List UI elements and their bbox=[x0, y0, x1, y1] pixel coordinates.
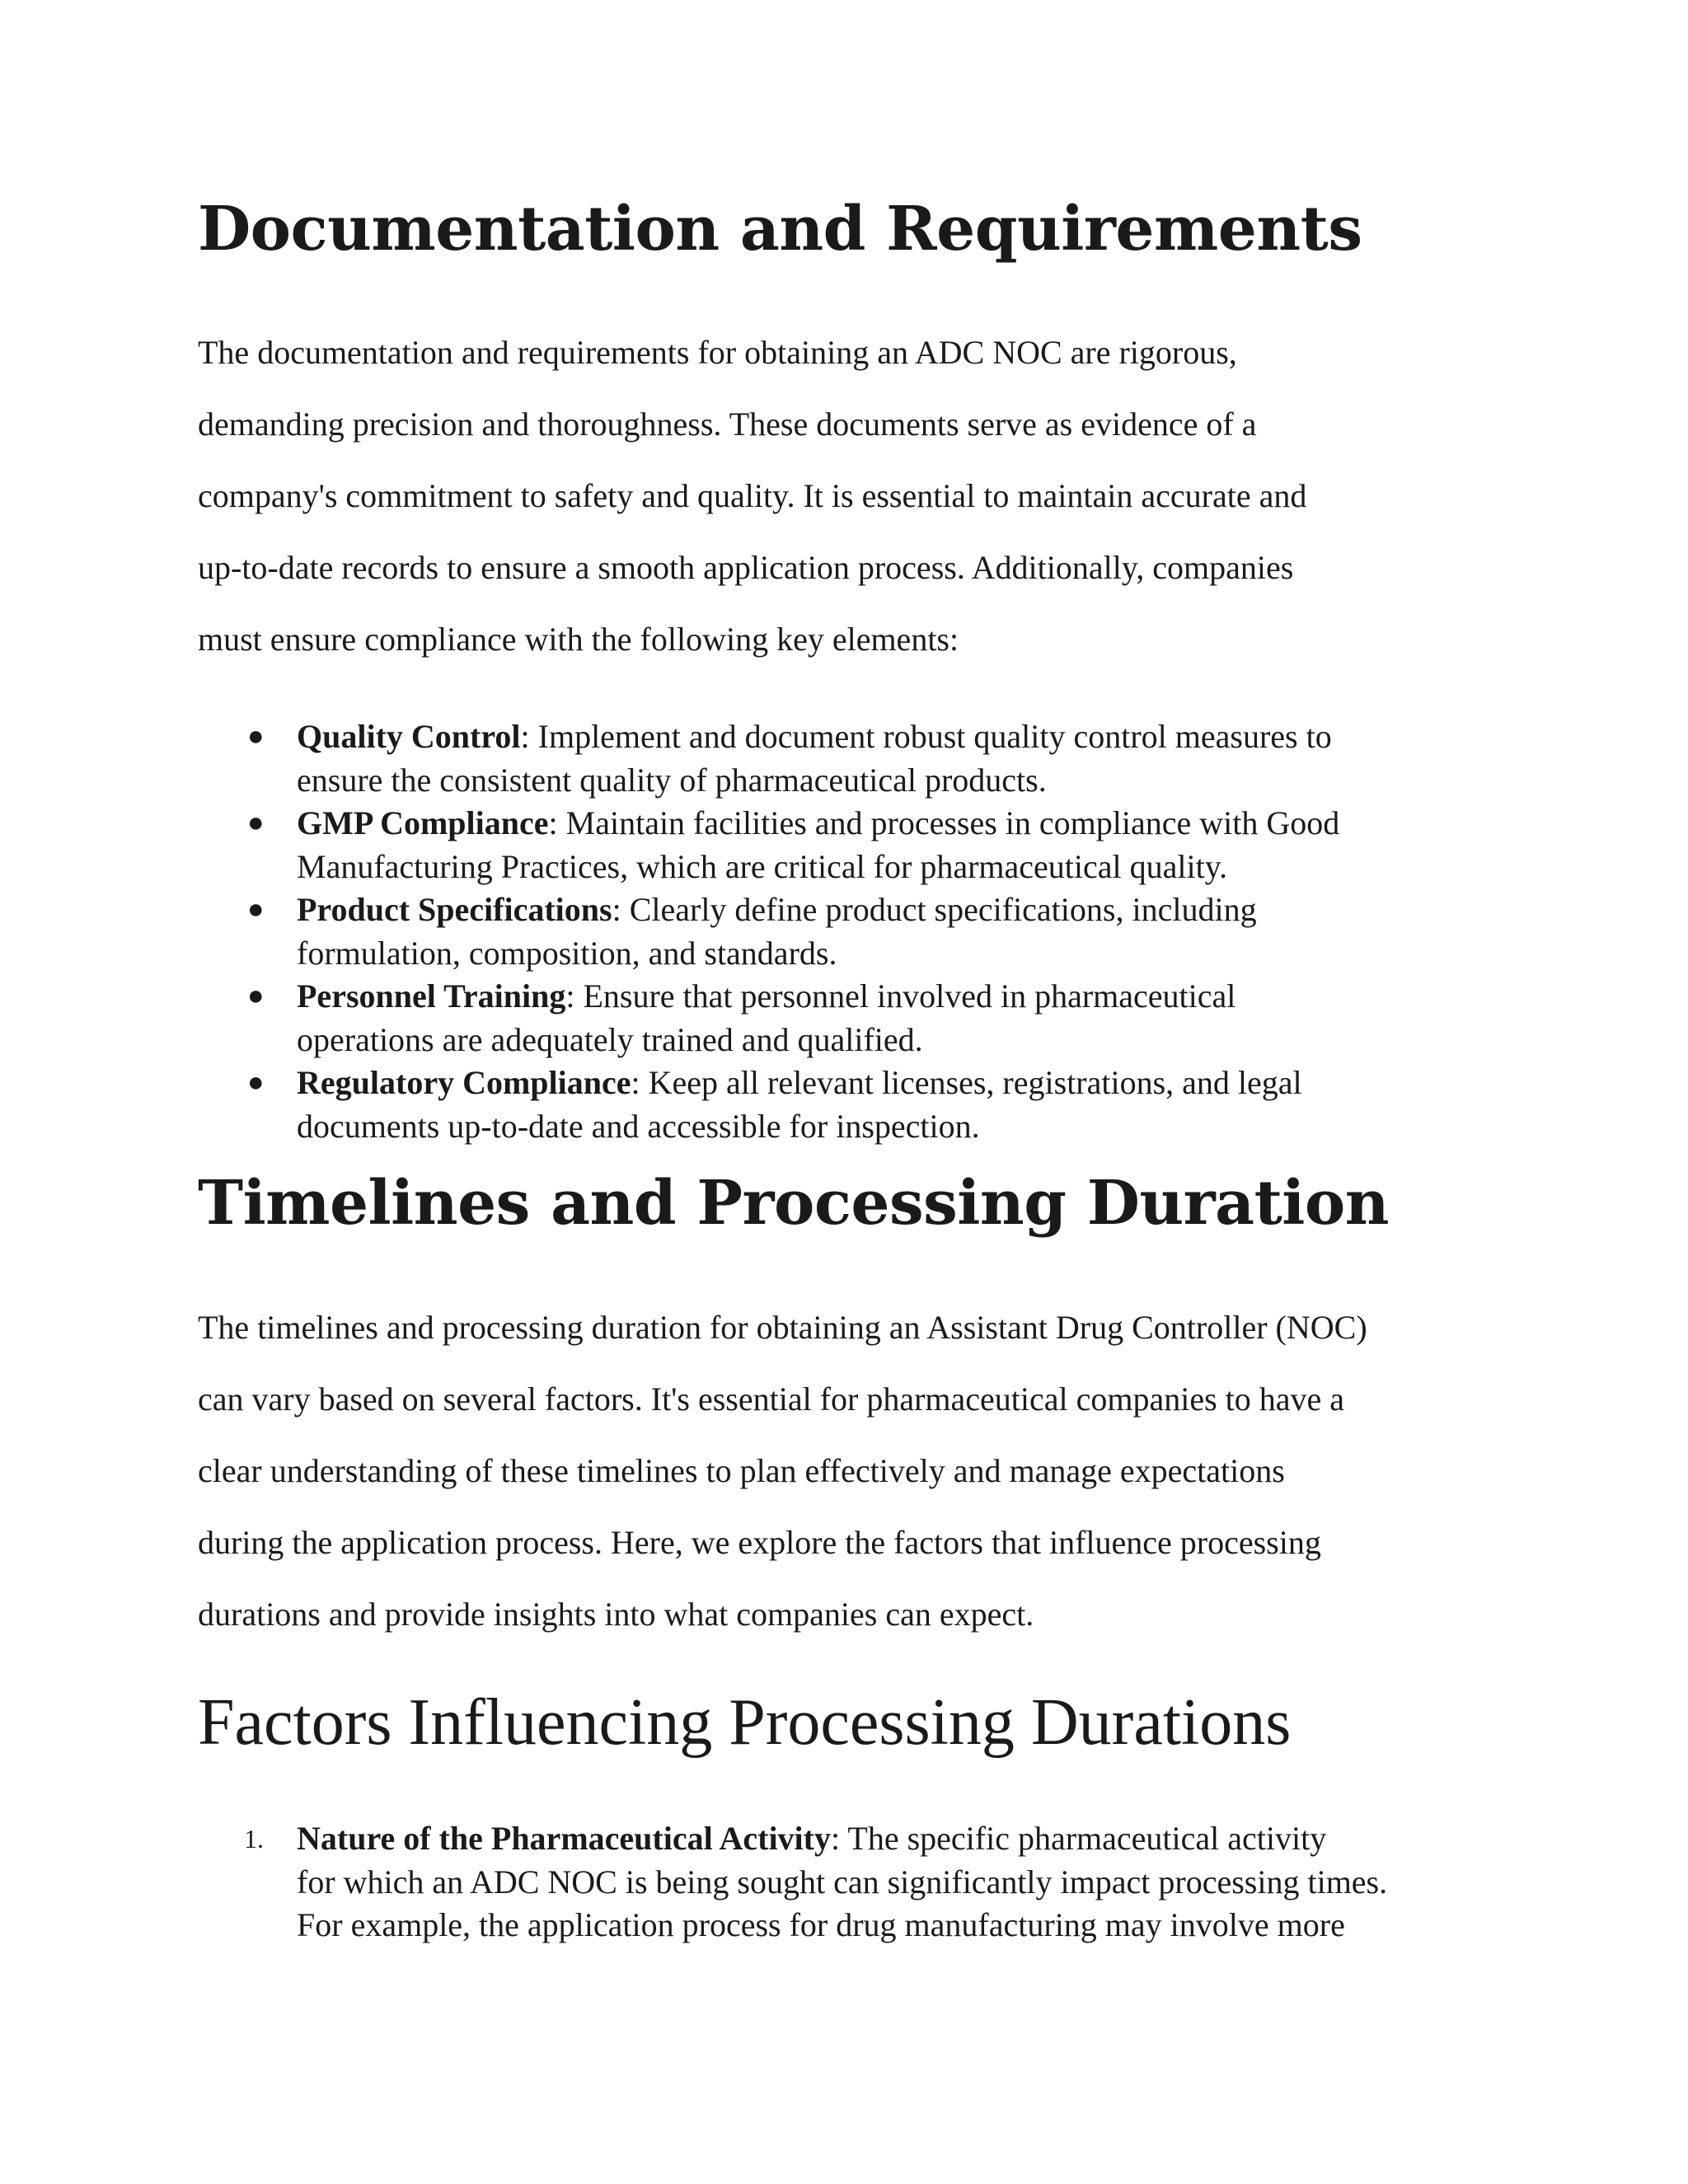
list-item-text: For example, the application process for drug manufacturing may involve more bbox=[297, 1906, 1345, 1943]
paragraph-line: company's commitment to safety and quality. It is essential to maintain accurate and bbox=[198, 477, 1307, 514]
key-elements-list bbox=[198, 715, 1339, 1148]
list-item bbox=[198, 888, 1339, 975]
paragraph-line: demanding precision and thoroughness. These documents serve as evidence of a bbox=[198, 405, 1257, 443]
list-item-term: Personnel Training bbox=[297, 977, 566, 1015]
list-item bbox=[198, 715, 1339, 802]
list-item-term: GMP Compliance bbox=[297, 804, 549, 841]
list-item-text: : Ensure that personnel involved in pharmaceutical bbox=[565, 977, 1236, 1015]
list-item-term: Regulatory Compliance bbox=[297, 1064, 631, 1101]
bullet-marker: ● bbox=[247, 981, 265, 1011]
list-item-term: Nature of the Pharmaceutical Activity bbox=[297, 1820, 831, 1857]
bullet-marker: ● bbox=[247, 721, 265, 752]
bullet-marker: ● bbox=[247, 1067, 265, 1098]
list-item-text: : Implement and document robust quality control measures to bbox=[520, 718, 1332, 755]
bullet-marker: ● bbox=[247, 808, 265, 838]
list-item-text: Manufacturing Practices, which are critical for pharmaceutical quality. bbox=[297, 847, 1228, 885]
list-item-text: : Keep all relevant licenses, registrations, and legal bbox=[631, 1064, 1302, 1101]
bullet-marker: ● bbox=[247, 894, 265, 925]
list-item-text: formulation, composition, and standards. bbox=[297, 934, 837, 972]
list-item-text: ensure the consistent quality of pharmaceutical products. bbox=[297, 761, 1047, 799]
paragraph-documentation bbox=[198, 316, 1306, 675]
paragraph-line: The documentation and requirements for obtaining an ADC NOC are rigorous, bbox=[198, 334, 1237, 371]
paragraph-line: The timelines and processing duration for obtaining an Assistant Drug Controller (NOC) bbox=[198, 1309, 1367, 1346]
list-item-text: : The specific pharmaceutical activity bbox=[831, 1820, 1327, 1857]
paragraph-line: during the application process. Here, we explore the factors that influence processing bbox=[198, 1524, 1321, 1561]
list-item bbox=[198, 1062, 1339, 1148]
list-item bbox=[198, 975, 1339, 1062]
paragraph-line: can vary based on several factors. It's essential for pharmaceutical companies to have a bbox=[198, 1380, 1345, 1418]
list-item bbox=[198, 1817, 1387, 1947]
factors-list bbox=[198, 1817, 1387, 1947]
paragraph-line: durations and provide insights into what companies can expect. bbox=[198, 1596, 1034, 1633]
heading-timelines-processing: Timelines and Processing Duration bbox=[198, 1168, 1390, 1239]
paragraph-line: must ensure compliance with the following key elements: bbox=[198, 621, 959, 658]
paragraph-timelines bbox=[198, 1291, 1367, 1650]
heading-documentation-requirements: Documentation and Requirements bbox=[198, 194, 1362, 265]
list-item-term: Quality Control bbox=[297, 718, 521, 755]
list-item-text: for which an ADC NOC is being sought can significantly impact processing times. bbox=[297, 1863, 1388, 1900]
list-item-text: operations are adequately trained and qualified. bbox=[297, 1020, 923, 1058]
list-item-text: : Clearly define product specifications, including bbox=[612, 891, 1257, 928]
heading-factors-influencing: Factors Influencing Processing Durations bbox=[198, 1686, 1292, 1759]
list-item-text: : Maintain facilities and processes in compliance with Good bbox=[548, 804, 1340, 841]
list-item bbox=[198, 802, 1339, 888]
list-item-term: Product Specifications bbox=[297, 891, 612, 928]
paragraph-line: clear understanding of these timelines to plan effectively and manage expectations bbox=[198, 1452, 1285, 1489]
paragraph-line: up-to-date records to ensure a smooth application process. Additionally, companies bbox=[198, 549, 1294, 586]
list-item-text: documents up-to-date and accessible for inspection. bbox=[297, 1107, 980, 1145]
list-number: 1. bbox=[244, 1824, 264, 1854]
